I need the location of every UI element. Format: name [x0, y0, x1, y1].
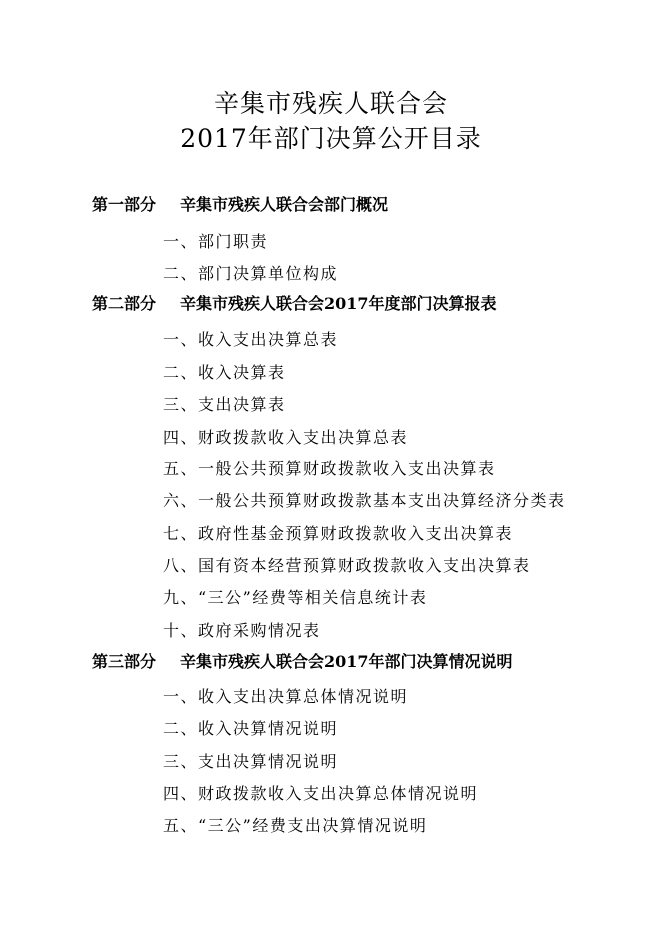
toc-item: 一、部门职责 — [163, 232, 269, 251]
toc-item: 三、支出决算表 — [163, 395, 286, 414]
section-title: 辛集市残疾人联合会2017年度部门决算报表 — [180, 294, 497, 313]
section-title: 辛集市残疾人联合会2017年部门决算情况说明 — [180, 652, 513, 671]
toc-item: 四、财政拨款收入支出决算总体情况说明 — [163, 784, 479, 803]
toc-item: 六、一般公共预算财政拨款基本支出决算经济分类表 — [163, 491, 566, 510]
section-part-label: 第二部分 — [92, 294, 157, 313]
toc-item: 三、支出决算情况说明 — [163, 752, 339, 771]
toc-item: 五、“三公”经费支出决算情况说明 — [163, 816, 428, 835]
toc-item: 二、部门决算单位构成 — [163, 264, 339, 283]
toc-item: 二、收入决算表 — [163, 363, 286, 382]
toc-item: 一、收入支出决算总表 — [163, 330, 339, 349]
toc-item: 四、财政拨款收入支出决算总表 — [163, 428, 409, 447]
section-title: 辛集市残疾人联合会部门概况 — [180, 195, 389, 214]
toc-item: 八、国有资本经营预算财政拨款收入支出决算表 — [163, 556, 531, 575]
section-part-label: 第三部分 — [92, 652, 157, 671]
toc-item: 二、收入决算情况说明 — [163, 719, 339, 738]
toc-item: 五、一般公共预算财政拨款收入支出决算表 — [163, 459, 496, 478]
toc-item: 七、政府性基金预算财政拨款收入支出决算表 — [163, 524, 514, 543]
toc-item: 十、政府采购情况表 — [163, 621, 321, 640]
document-title-line1: 辛集市残疾人联合会 — [213, 89, 448, 118]
toc-item: 一、收入支出决算总体情况说明 — [163, 687, 409, 706]
section-3-heading — [92, 649, 513, 672]
section-part-label: 第一部分 — [92, 195, 157, 214]
section-1-heading — [92, 192, 388, 215]
toc-item: 九、“三公”经费等相关信息统计表 — [163, 588, 428, 607]
section-2-heading — [92, 291, 497, 314]
document-title-line2: 2017年部门决算公开目录 — [180, 124, 482, 153]
